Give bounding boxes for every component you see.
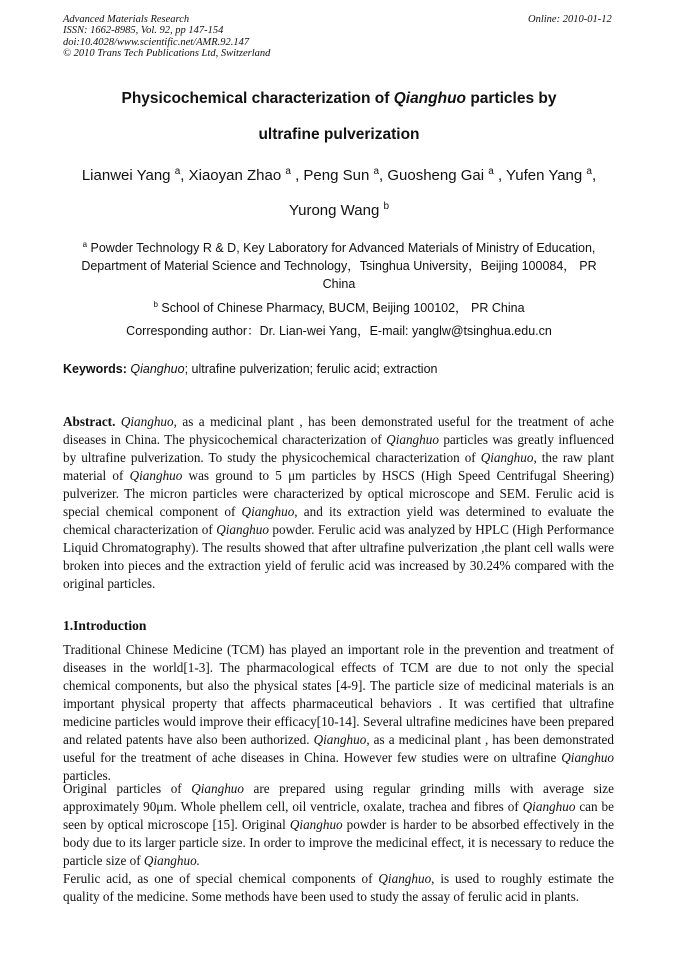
paper-title: Physicochemical characterization of Qianghuo particles by xyxy=(121,90,557,107)
author-list-line2: Yurong Wang $^b$ xyxy=(288,201,390,219)
abstract: Abstract. Qianghuo, as a medicinal plant , has been demonstrated useful for the treatment of ache diseases in China. The physicochemical characterization of Qianghuo particles was greatly influenced by ultrafine pulverization. To study the physicochemical characterization of Qianghuo, the raw plant material of Qianghuo was ground to 5 μm particles by HSCS (High Speed Centrifugal Sheering) pulverizer. The micron particles were characterized by optical microscope and SEM. Ferulic acid is special chemical component of Qianghuo, and its extraction yield was determined to evaluate the chemical characterization of Qianghuo powder. Ferulic acid was analyzed by HPLC (High Performance Liquid Chromatography). The results showed that after ultrafine pulverization ,the plant cell walls were broken into pieces and the extraction yield of ferulic acid was increased by 30.24% compared with the original particles. xyxy=(63,414,615,591)
doi-line: doi:10.4028/www.scientific.net/AMR.92.147 xyxy=(63,36,250,48)
affiliation-a: $^a$ Powder Technology R & D, Key Laboratory for Advanced Materials of Ministry of Education, Department of Material Science and Technology，Tsinghua University，Beijing 100084， PR China xyxy=(81,240,597,292)
copyright-line: © 2010 Trans Tech Publications Ltd, Switzerland xyxy=(63,48,271,60)
author-list: Lianwei Yang $^a$, Xiaoyan Zhao $^a$ , Peng Sun $^a$, Guosheng Gai $^a$ , Yufen Yang $^a$, xyxy=(81,166,597,184)
intro-paragraph-3: Ferulic acid, as one of special chemical components of Qianghuo, is used to roughly estimate the quality of the medicine. Some methods have been used to study the assay of ferulic acid in plants. xyxy=(63,871,614,904)
journal-name: Advanced Materials Research xyxy=(63,14,190,25)
paper-title-line2: ultrafine pulverization xyxy=(258,126,420,143)
keywords: Keywords: Qianghuo; ultrafine pulverization; ferulic acid; extraction xyxy=(63,362,438,376)
intro-paragraph-2: Original particles of Qianghuo are prepared using regular grinding mills with average size approximately 90μm. Whole phellem cell, oil ventricle, oxalate, trachea and fibres of Qianghuo can be seen by optical microscope [15]. Original Qianghuo powder is harder to be absorbed effectively in the body due to its larger particle size. In order to improve the medicinal effect, it is necessary to reduce the particle size of Qianghuo. xyxy=(63,781,615,868)
corresponding-author: Corresponding author：Dr. Lian-wei Yang，E-mail: yanglw@tsinghua.edu.cn xyxy=(126,324,552,338)
issn-line: ISSN: 1662-8985, Vol. 92, pp 147-154 xyxy=(63,25,224,37)
affiliation-b: $^b$ School of Chinese Pharmacy, BUCM, Beijing 100102， PR China xyxy=(153,300,525,316)
running-header xyxy=(63,14,270,60)
online-date: Online: 2010-01-12 xyxy=(528,14,612,25)
intro-paragraph-1: Traditional Chinese Medicine (TCM) has played an important role in the prevention and treatment of diseases in the world[1-3]. The pharmacological effects of TCM are due to not only the special chemical components, but also the physical states [4-9]. The particle size of medicinal materials is an important physical property that affects pharmaceutical behaviors . It was certified that ultrafine medicine particles would improve their efficacy[10-14]. Several ultrafine medicines have been prepared and related patents have also been authorized. Qianghuo, as a medicinal plant , has been demonstrated useful for the treatment of ache diseases in China. However few studies were on ultrafine Qianghuo particles. xyxy=(63,642,615,783)
section-heading: 1.Introduction xyxy=(63,618,147,633)
